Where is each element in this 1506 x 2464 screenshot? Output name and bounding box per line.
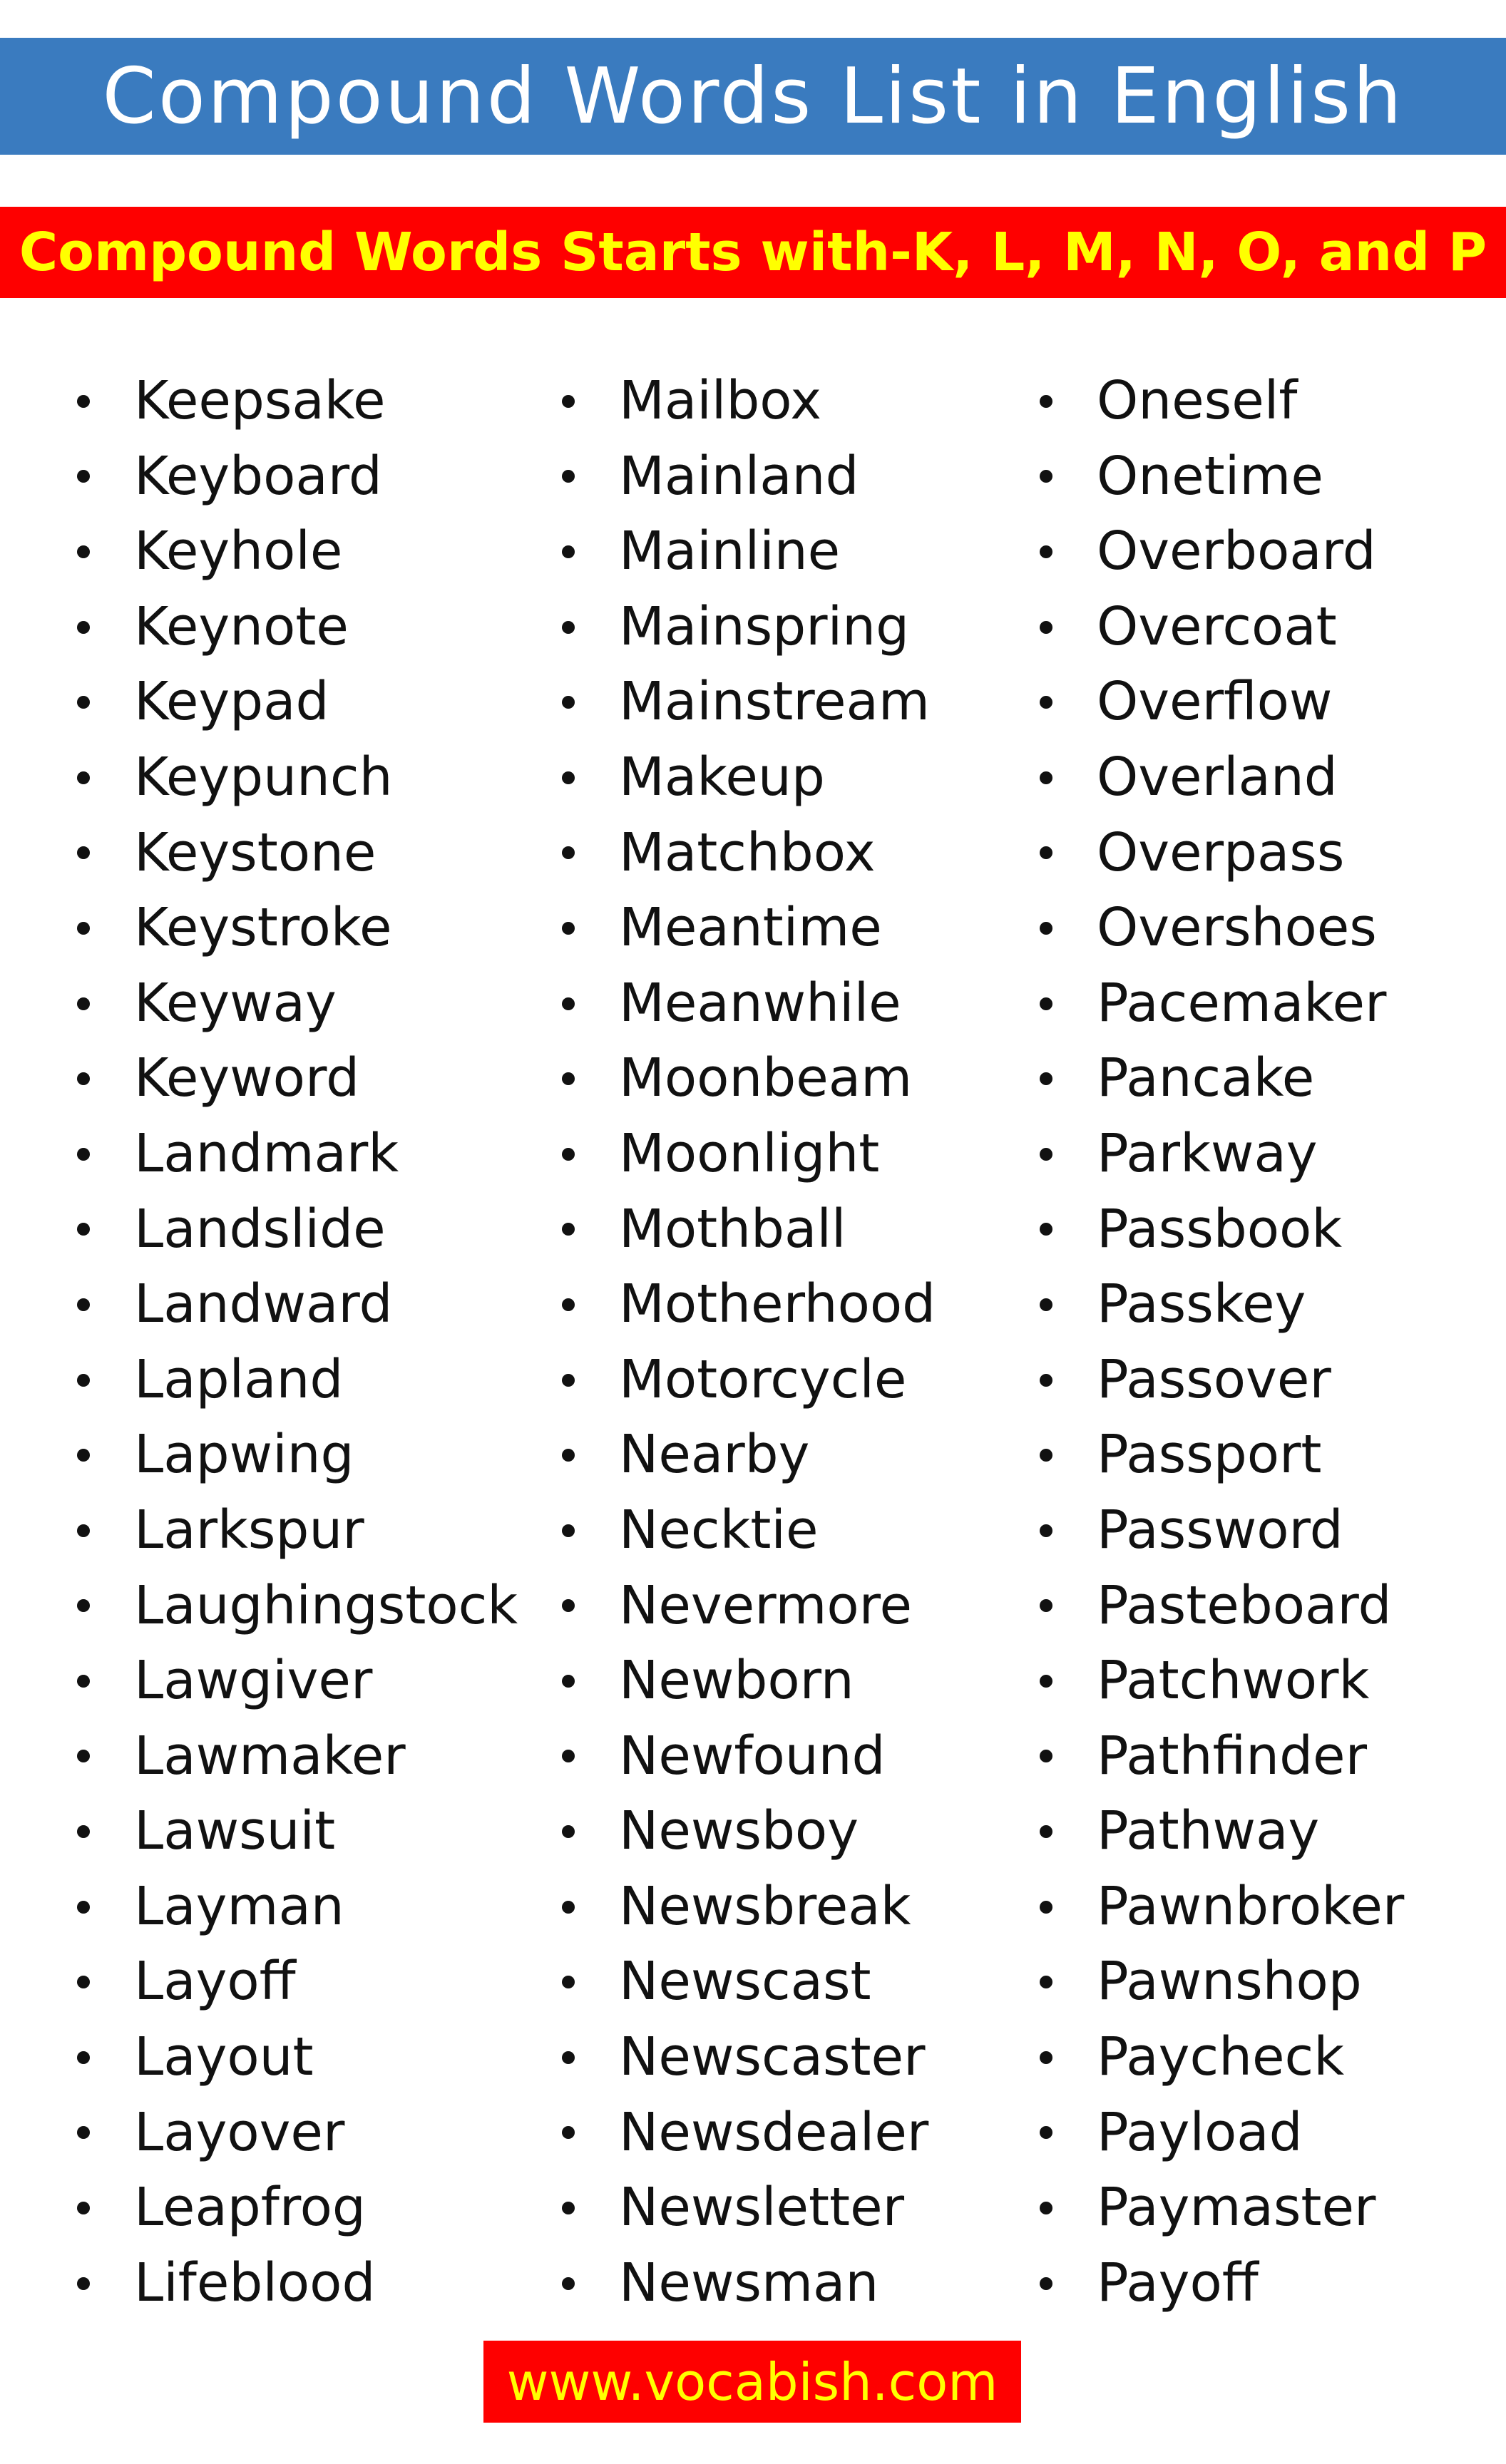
bullet-icon <box>1040 1223 1052 1236</box>
word-text: Newscaster <box>619 2026 926 2088</box>
list-item <box>70 1569 518 1644</box>
word-text: Passbook <box>1097 1198 1343 1260</box>
bullet-icon <box>562 997 575 1010</box>
list-item <box>1033 1794 1404 1869</box>
word-text: Motorcycle <box>619 1348 907 1410</box>
list-item <box>1033 890 1404 966</box>
word-text: Patchwork <box>1097 1650 1370 1712</box>
list-item <box>70 1267 518 1343</box>
list-item <box>1033 1192 1404 1268</box>
list-item <box>70 439 518 515</box>
word-text: Newsbreak <box>619 1875 911 1937</box>
bullet-icon <box>562 922 575 935</box>
word-text: Pawnshop <box>1097 1951 1362 2013</box>
word-text: Nearby <box>619 1424 810 1486</box>
bullet-icon <box>77 1524 90 1537</box>
bullet-icon <box>1040 1524 1052 1537</box>
list-item <box>555 1569 936 1644</box>
word-text: Keynote <box>134 595 349 657</box>
word-text: Mailbox <box>619 370 822 431</box>
bullet-icon <box>1040 1072 1052 1085</box>
list-item <box>555 1944 936 2020</box>
word-text: Newfound <box>619 1725 886 1787</box>
word-text: Larkspur <box>134 1499 364 1561</box>
bullet-icon <box>562 470 575 483</box>
word-text: Newsletter <box>619 2177 905 2239</box>
list-item <box>1033 966 1404 1042</box>
bullet-icon <box>562 1223 575 1236</box>
word-text: Newsman <box>619 2252 879 2314</box>
word-text: Landmark <box>134 1122 399 1184</box>
list-item <box>70 1417 518 1493</box>
list-item <box>70 1719 518 1795</box>
word-text: Payload <box>1097 2101 1303 2163</box>
word-text: Pathway <box>1097 1800 1320 1862</box>
list-item <box>70 1116 518 1192</box>
bullet-icon <box>1040 1901 1052 1914</box>
word-column-o-p <box>1033 364 1404 2321</box>
bullet-icon <box>562 1148 575 1161</box>
bullet-icon <box>77 1449 90 1462</box>
list-item <box>1033 816 1404 891</box>
list-item <box>1033 1569 1404 1644</box>
list-item <box>70 1794 518 1869</box>
word-text: Keyhole <box>134 520 343 582</box>
bullet-icon <box>1040 2126 1052 2139</box>
word-text: Mainstream <box>619 671 930 733</box>
list-item <box>70 2020 518 2095</box>
bullet-icon <box>1040 1148 1052 1161</box>
bullet-icon <box>77 1374 90 1387</box>
list-item <box>555 1643 936 1719</box>
word-text: Onetime <box>1097 445 1323 507</box>
word-column-k-l <box>70 364 518 2321</box>
list-item <box>70 816 518 891</box>
bullet-icon <box>77 1976 90 1988</box>
word-text: Mothball <box>619 1198 846 1260</box>
list-item <box>70 740 518 816</box>
word-text: Keystroke <box>134 897 392 959</box>
word-text: Motherhood <box>619 1273 936 1335</box>
word-text: Lawmaker <box>134 1725 406 1787</box>
bullet-icon <box>562 2126 575 2139</box>
word-text: Keyword <box>134 1047 360 1109</box>
word-text: Landslide <box>134 1198 386 1260</box>
word-text: Newborn <box>619 1650 854 1712</box>
word-text: Layoff <box>134 1951 296 2013</box>
list-item <box>555 1041 936 1116</box>
bullet-icon <box>562 1072 575 1085</box>
word-text: Meanwhile <box>619 972 901 1034</box>
list-item <box>555 1417 936 1493</box>
word-text: Keystone <box>134 821 376 883</box>
list-item <box>1033 1719 1404 1795</box>
list-item <box>1033 2095 1404 2171</box>
word-text: Keepsake <box>134 370 386 431</box>
bullet-icon <box>1040 1750 1052 1762</box>
bullet-icon <box>562 1825 575 1838</box>
list-item <box>70 1869 518 1945</box>
bullet-icon <box>1040 696 1052 709</box>
bullet-icon <box>562 1374 575 1387</box>
list-item <box>555 1343 936 1418</box>
bullet-icon <box>1040 2202 1052 2214</box>
bullet-icon <box>77 1675 90 1688</box>
list-item <box>555 664 936 740</box>
list-item <box>555 740 936 816</box>
list-item <box>1033 1417 1404 1493</box>
word-text: Lifeblood <box>134 2252 376 2314</box>
bullet-icon <box>562 1524 575 1537</box>
bullet-icon <box>77 922 90 935</box>
word-text: Keypunch <box>134 746 393 808</box>
word-text: Passkey <box>1097 1273 1306 1335</box>
title-banner <box>0 38 1506 155</box>
word-text: Mainland <box>619 445 859 507</box>
word-text: Pawnbroker <box>1097 1875 1405 1937</box>
bullet-icon <box>77 545 90 558</box>
list-item <box>70 966 518 1042</box>
list-item <box>70 2170 518 2246</box>
word-text: Keyboard <box>134 445 382 507</box>
bullet-icon <box>562 2202 575 2214</box>
word-text: Overcoat <box>1097 595 1337 657</box>
list-item <box>1033 1041 1404 1116</box>
bullet-icon <box>1040 771 1052 784</box>
word-text: Overpass <box>1097 821 1345 883</box>
bullet-icon <box>1040 846 1052 859</box>
list-item <box>555 1116 936 1192</box>
word-text: Overboard <box>1097 520 1376 582</box>
list-item <box>1033 1493 1404 1569</box>
list-item <box>555 2095 936 2171</box>
website-link[interactable]: www.vocabish.com <box>506 2351 998 2412</box>
bullet-icon <box>77 2126 90 2139</box>
bullet-icon <box>77 1223 90 1236</box>
word-text: Parkway <box>1097 1122 1318 1184</box>
bullet-icon <box>77 1148 90 1161</box>
list-item <box>1033 1643 1404 1719</box>
list-item <box>555 816 936 891</box>
list-item <box>70 890 518 966</box>
bullet-icon <box>1040 470 1052 483</box>
word-text: Mainline <box>619 520 841 582</box>
list-item <box>555 439 936 515</box>
list-item <box>1033 364 1404 439</box>
word-text: Layover <box>134 2101 345 2163</box>
list-item <box>1033 1116 1404 1192</box>
list-item <box>555 1192 936 1268</box>
list-item <box>70 2095 518 2171</box>
word-text: Nevermore <box>619 1574 913 1636</box>
word-text: Lawgiver <box>134 1650 373 1712</box>
bullet-icon <box>562 545 575 558</box>
bullet-icon <box>562 846 575 859</box>
bullet-icon <box>77 395 90 408</box>
bullet-icon <box>77 1901 90 1914</box>
word-text: Pasteboard <box>1097 1574 1392 1636</box>
list-item <box>555 1493 936 1569</box>
bullet-icon <box>562 2277 575 2290</box>
list-item <box>555 2246 936 2321</box>
list-item <box>70 2246 518 2321</box>
list-item <box>1033 740 1404 816</box>
bullet-icon <box>1040 545 1052 558</box>
list-item <box>1033 439 1404 515</box>
bullet-icon <box>1040 1976 1052 1988</box>
bullet-icon <box>77 771 90 784</box>
bullet-icon <box>1040 1675 1052 1688</box>
list-item <box>1033 1343 1404 1418</box>
bullet-icon <box>1040 1298 1052 1311</box>
word-text: Pacemaker <box>1097 972 1387 1034</box>
list-item <box>555 1719 936 1795</box>
list-item <box>70 1493 518 1569</box>
list-item <box>1033 2020 1404 2095</box>
list-item <box>1033 514 1404 590</box>
list-item <box>70 664 518 740</box>
word-text: Necktie <box>619 1499 819 1561</box>
list-item <box>70 1944 518 2020</box>
bullet-icon <box>562 1449 575 1462</box>
website-badge <box>483 2341 1021 2423</box>
word-text: Pancake <box>1097 1047 1315 1109</box>
bullet-icon <box>77 1825 90 1838</box>
bullet-icon <box>77 2277 90 2290</box>
list-item <box>1033 2246 1404 2321</box>
bullet-icon <box>1040 997 1052 1010</box>
word-text: Layout <box>134 2026 314 2088</box>
subtitle-banner <box>0 207 1506 298</box>
bullet-icon <box>77 846 90 859</box>
list-item <box>1033 590 1404 665</box>
list-item <box>555 2020 936 2095</box>
list-item <box>555 890 936 966</box>
bullet-icon <box>1040 1374 1052 1387</box>
bullet-icon <box>562 696 575 709</box>
word-text: Laughingstock <box>134 1574 518 1636</box>
bullet-icon <box>1040 1449 1052 1462</box>
bullet-icon <box>562 771 575 784</box>
list-item <box>555 590 936 665</box>
word-text: Overflow <box>1097 671 1333 733</box>
bullet-icon <box>562 1901 575 1914</box>
word-column-m-n <box>555 364 936 2321</box>
word-text: Makeup <box>619 746 825 808</box>
word-text: Passport <box>1097 1424 1322 1486</box>
list-item <box>555 364 936 439</box>
word-text: Layman <box>134 1875 344 1937</box>
bullet-icon <box>77 1298 90 1311</box>
word-text: Moonlight <box>619 1122 880 1184</box>
list-item <box>70 1343 518 1418</box>
word-text: Overshoes <box>1097 897 1377 959</box>
word-text: Newsboy <box>619 1800 859 1862</box>
bullet-icon <box>562 1976 575 1988</box>
word-text: Lapland <box>134 1348 344 1410</box>
word-text: Keypad <box>134 671 329 733</box>
word-text: Overland <box>1097 746 1338 808</box>
list-item <box>70 1643 518 1719</box>
word-text: Payoff <box>1097 2252 1259 2314</box>
page-title: Compound Words List in English <box>102 51 1404 141</box>
bullet-icon <box>77 470 90 483</box>
bullet-icon <box>1040 1599 1052 1612</box>
list-item <box>1033 1267 1404 1343</box>
word-text: Oneself <box>1097 370 1298 431</box>
bullet-icon <box>562 1599 575 1612</box>
bullet-icon <box>1040 1825 1052 1838</box>
word-text: Newscast <box>619 1951 871 2013</box>
bullet-icon <box>562 2051 575 2064</box>
bullet-icon <box>562 1298 575 1311</box>
word-text: Password <box>1097 1499 1343 1561</box>
bullet-icon <box>77 1599 90 1612</box>
bullet-icon <box>77 997 90 1010</box>
word-text: Lapwing <box>134 1424 354 1486</box>
bullet-icon <box>1040 2051 1052 2064</box>
word-text: Lawsuit <box>134 1800 336 1862</box>
list-item <box>70 514 518 590</box>
list-item <box>70 364 518 439</box>
list-item <box>1033 664 1404 740</box>
list-item <box>555 1267 936 1343</box>
list-item <box>555 514 936 590</box>
word-text: Paymaster <box>1097 2177 1376 2239</box>
bullet-icon <box>562 395 575 408</box>
bullet-icon <box>1040 2277 1052 2290</box>
list-item <box>555 1794 936 1869</box>
word-text: Passover <box>1097 1348 1331 1410</box>
bullet-icon <box>77 696 90 709</box>
word-text: Landward <box>134 1273 393 1335</box>
bullet-icon <box>77 1750 90 1762</box>
word-text: Matchbox <box>619 821 876 883</box>
word-text: Pathfinder <box>1097 1725 1367 1787</box>
word-text: Meantime <box>619 897 882 959</box>
list-item <box>70 1041 518 1116</box>
word-text: Leapfrog <box>134 2177 366 2239</box>
bullet-icon <box>1040 395 1052 408</box>
bullet-icon <box>77 2051 90 2064</box>
word-text: Keyway <box>134 972 337 1034</box>
word-text: Paycheck <box>1097 2026 1345 2088</box>
list-item <box>555 966 936 1042</box>
bullet-icon <box>562 1675 575 1688</box>
list-item <box>555 2170 936 2246</box>
list-item <box>1033 1944 1404 2020</box>
list-item <box>1033 2170 1404 2246</box>
bullet-icon <box>1040 621 1052 634</box>
word-text: Newsdealer <box>619 2101 929 2163</box>
bullet-icon <box>77 2202 90 2214</box>
list-item <box>70 590 518 665</box>
word-text: Moonbeam <box>619 1047 913 1109</box>
list-item <box>70 1192 518 1268</box>
list-item <box>1033 1869 1404 1945</box>
bullet-icon <box>562 1750 575 1762</box>
bullet-icon <box>1040 922 1052 935</box>
bullet-icon <box>77 1072 90 1085</box>
bullet-icon <box>562 621 575 634</box>
bullet-icon <box>77 621 90 634</box>
word-text: Mainspring <box>619 595 910 657</box>
list-item <box>555 1869 936 1945</box>
page-subtitle: Compound Words Starts with-K, L, M, N, O, and P <box>19 222 1487 283</box>
